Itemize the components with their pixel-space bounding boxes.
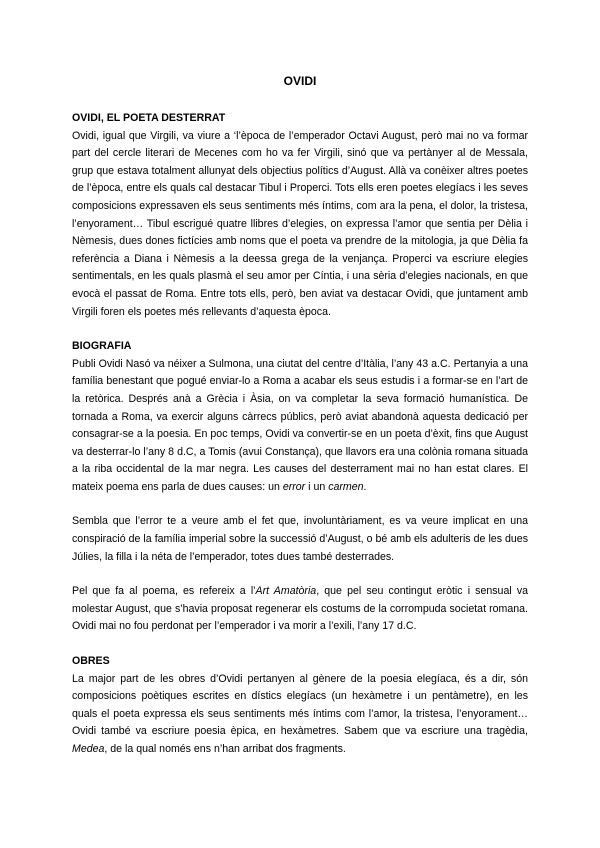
text-run: Pel que fa al poema, es refereix a l’: [72, 585, 256, 598]
paragraph-biography-1: [72, 356, 528, 497]
italic-art-amatoria: Art Amatòria: [255, 585, 317, 598]
section-exile: [72, 110, 528, 321]
paragraph-works: [72, 671, 528, 759]
paragraph-exile: Ovidi, igual que Virgili, va viure a ‘l’època de l’emperador Octavi August, però mai no va formar part del cercle literari de Mecenes com ho va fer Virgili, sinó que va pertànyer al de Messala, grup que estava totalment allunyat dels objectius polítics d’August. Allà va conèixer altres poetes de l’època, entre els quals cal destacar Tibul i Properci. Tots ells eren poetes elegíacs i les seves composicions expressaven els seus sentiments més íntims, com ara la pena, el dolor, la tristesa, l’enyorament… Tibul escrigué quatre llibres d’elegies, on expressa l’amor que sentia per Dèlia i Nèmesis, dues dones fictícies amb noms que el poeta va prendre de la mitologia, ja que Dèlia fa referència a Diana i Nèmesis a la deessa grega de la venjança. Properci va escriure elegies sentimentals, en les quals plasmà el seu amor per Cíntia, i una sèria d’elegies nacionals, en que evocà el passat de Roma. Entre tots ells, però, ben aviat va destacar Ovidi, que juntament amb Virgili foren els poetes més rellevants d’aquesta època.: [72, 129, 528, 318]
paragraph-biography-3: [72, 583, 528, 636]
section-works: [72, 653, 528, 759]
document-title: OVIDI: [283, 74, 317, 88]
text-run: La major part de les obres d’Ovidi pertanyen al gènere de la poesia elegíaca, és a dir, són composicions poètiques escrites en dístics elegíacs (un hexàmetre i un pentàmetre), en les quals el poeta expressa els seus sentiments més íntims com l’amor, la tristesa, l’enyorament… Ovidi també va escriure poesia èpica, en hexàmetres. Sabem que va escriure una tragèdia,: [72, 672, 528, 738]
italic-error: error: [282, 480, 306, 493]
text-run: , de la qual només ens n’han arribat dos fragments.: [104, 743, 346, 755]
section-biography: [72, 338, 528, 636]
text-run: i un: [305, 480, 329, 493]
paragraph-biography-2: Sembla que l’error te a veure amb el fet que, involuntàriament, es va veure implicat en una conspiració de la família imperial sobre la successió d’August, o bé amb els adulteris de les dues Júlies, la filla i la néta de l’emperador, totes dues també desterrades.: [72, 515, 528, 563]
text-run: .: [363, 480, 367, 493]
section-heading-exile: OVIDI, EL POETA DESTERRAT: [72, 112, 226, 124]
section-heading-biography: BIOGRAFIA: [72, 340, 132, 353]
italic-medea: Medea: [72, 743, 105, 755]
text-run: Publi Ovidi Nasó va néixer a Sulmona, una ciutat del centre d’Itàlia, l’any 43 a.C. Pertanyia a una família benestant que pogué enviar-lo a Roma a acabar els seus estudis i a formar-se en l’art de la retòrica. Després anà a Grècia i Àsia, on va completar la seva formació humanística. De tornada a Roma, va exercir alguns càrrecs públics, però aviat abandonà aquesta dedicació per consagrar-se a la poesia. En poc temps, Ovidi va convertir-se en un poeta d’èxit, fins que August va desterrar-lo l’any 8 d.C, a Tomis (avui Constança), que llavors era una colònia romana situada a la riba occidental de la mar negra. Les causes del desterrament mai no han estat clares. El mateix poema ens parla de dues causes: un: [72, 357, 528, 493]
text-run: , que pel seu contingut eròtic i sensual va molestar August, que s’havia proposat regenerar els costums de la corrompuda societat romana. Ovidi mai no fou perdonat per l’emperador i va morir a l’exili, l’any 17 d.C.: [72, 585, 529, 633]
italic-carmen: carmen: [328, 480, 364, 493]
document-page: [72, 72, 528, 776]
section-heading-works: OBRES: [72, 655, 110, 668]
